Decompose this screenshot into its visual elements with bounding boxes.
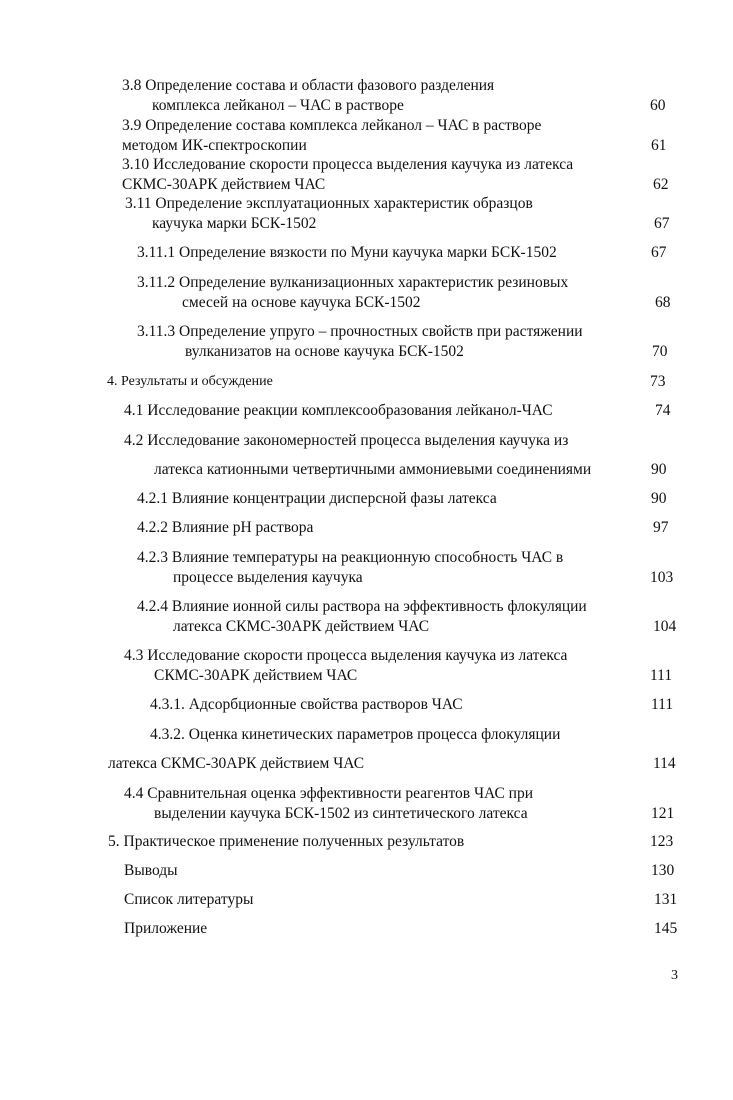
toc-page-number: 114 [653, 755, 676, 772]
toc-page-number: 121 [651, 805, 675, 822]
toc-page-number: 60 [650, 97, 666, 114]
toc-line: каучука марки БСК-1502 [152, 215, 317, 232]
toc-line: 4.3 Исследование скорости процесса выделения каучука из латекса [124, 647, 568, 664]
toc-page-number: 111 [651, 696, 674, 713]
toc-line: латекса СКМС-30АРК действием ЧАС [173, 618, 430, 635]
toc-line: 3.10 Исследование скорости процесса выделения каучука из латекса [122, 156, 574, 173]
toc-page-number: 103 [650, 569, 674, 586]
toc-line: 3.11.3 Определение упруго – прочностных свойств при растяжении [137, 323, 583, 340]
toc-line: смесей на основе каучука БСК-1502 [182, 294, 421, 311]
toc-page-number: 123 [650, 833, 674, 850]
toc-page-number: 90 [651, 461, 667, 478]
toc-line: Выводы [124, 862, 178, 879]
page-number: 3 [671, 968, 678, 983]
toc-page-number: 131 [654, 891, 678, 908]
toc-line: латекса катионными четвертичными аммониевыми соединениями [154, 461, 592, 478]
toc-line: 3.9 Определение состава комплекса лейканол – ЧАС в растворе [122, 117, 542, 134]
toc-line: 3.11 Определение эксплуатационных характеристик образцов [125, 195, 533, 212]
toc-page-number: 61 [651, 137, 667, 154]
toc-line: 4.2.4 Влияние ионной силы раствора на эффективность флокуляции [137, 598, 587, 615]
toc-page-number: 67 [654, 215, 670, 232]
toc-line: Приложение [124, 920, 208, 937]
toc-line: 4.2.1 Влияние концентрации дисперсной фазы латекса [137, 490, 497, 507]
toc-line: 4.3.2. Оценка кинетических параметров процесса флокуляции [150, 726, 561, 743]
toc-line: Список литературы [124, 891, 254, 908]
toc-page-number: 97 [653, 519, 669, 536]
toc-line: 3.8 Определение состава и области фазового разделения [122, 77, 495, 94]
toc-line: 5. Практическое применение полученных результатов [108, 833, 465, 850]
toc-page-number: 74 [655, 402, 671, 419]
toc-line: выделении каучука БСК-1502 из синтетического латекса [154, 805, 528, 822]
toc-page-number: 67 [651, 244, 667, 261]
toc-line: 4.2 Исследование закономерностей процесса выделения каучука из [124, 432, 569, 449]
toc-line: СКМС-30АРК действием ЧАС [154, 667, 358, 684]
toc-line: 4.3.1. Адсорбционные свойства растворов ЧАС [150, 696, 463, 713]
toc-line: 4.2.2 Влияние рН раствора [137, 519, 314, 536]
toc-page-number: 130 [651, 862, 675, 879]
toc-page-number: 68 [655, 294, 671, 311]
toc-page-number: 62 [653, 176, 669, 193]
toc-page-number: 104 [653, 618, 677, 635]
toc-line: вулканизатов на основе каучука БСК-1502 [185, 343, 464, 360]
toc-page-number: 73 [650, 373, 666, 390]
toc-line: СКМС-30АРК действием ЧАС [122, 176, 326, 193]
toc-page-number: 111 [650, 667, 673, 684]
toc-page-number: 70 [652, 343, 668, 360]
toc-line: 4. Результаты и обсуждение [107, 374, 273, 389]
toc-line: 3.11.1 Определение вязкости по Муни каучука марки БСК-1502 [137, 244, 557, 261]
toc-line: 4.4 Сравнительная оценка эффективности реагентов ЧАС при [124, 785, 534, 802]
toc-line: 3.11.2 Определение вулканизационных характеристик резиновых [137, 274, 569, 291]
toc-line: методом ИК-спектроскопии [122, 137, 307, 154]
toc-line: комплекса лейканол – ЧАС в растворе [152, 97, 404, 114]
toc-page-number: 90 [651, 490, 667, 507]
toc-line: латекса СКМС-30АРК действием ЧАС [108, 755, 365, 772]
toc-page-number: 145 [654, 920, 678, 937]
toc-line: 4.2.3 Влияние температуры на реакционную способность ЧАС в [137, 549, 564, 566]
toc-line: 4.1 Исследование реакции комплексообразования лейканол-ЧАС [124, 402, 553, 419]
toc-line: процессе выделения каучука [173, 569, 363, 586]
